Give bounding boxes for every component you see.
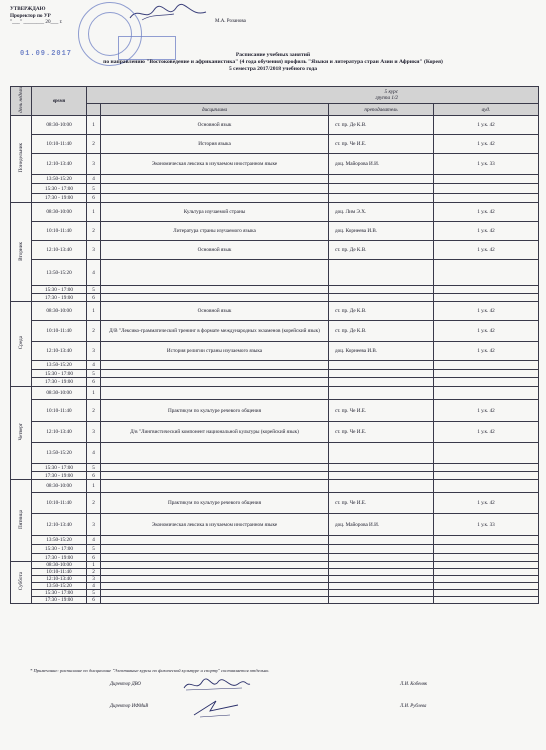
header-day-cell [11,87,32,116]
room-cell: 1 у.к. 42 [434,321,539,342]
teacher-cell [329,260,434,286]
discipline-cell: Практикум по культуре речевого общения [101,493,329,514]
time-cell: 08:30-10:00 [32,203,87,222]
table-row [11,576,539,583]
room-cell [434,361,539,370]
discipline-cell [101,184,329,194]
time-cell: 15:30 - 17:00 [32,590,87,597]
time-cell: 17:30 - 19:00 [32,554,87,562]
pair-number: 2 [87,400,101,422]
pair-number: 2 [87,222,101,241]
time-cell: 10:10-11:40 [32,321,87,342]
teacher-cell: ст. пр. Че И.Е. [329,493,434,514]
time-cell: 17:30 - 19:00 [32,378,87,387]
table-row [11,422,539,443]
table-row [11,222,539,241]
table-row [11,443,539,464]
pair-number: 4 [87,536,101,545]
teacher-cell [329,194,434,203]
pair-number: 5 [87,286,101,294]
table-row [11,562,539,569]
teacher-cell [329,184,434,194]
teacher-cell [329,294,434,302]
time-cell: 17:30 - 19:00 [32,294,87,302]
room-cell [434,583,539,590]
discipline-cell [101,536,329,545]
time-cell: 08:30-10:00 [32,116,87,135]
discipline-cell [101,583,329,590]
signature-1 [182,676,252,694]
discipline-cell [101,286,329,294]
time-cell: 08:30-10:00 [32,480,87,493]
time-cell: 13:50-15:20 [32,536,87,545]
schedule-body [11,87,539,604]
time-cell: 13:50-15:20 [32,583,87,590]
discipline-cell [101,472,329,480]
discipline-cell: Культура изучаемой страны [101,203,329,222]
teacher-cell: ст. пр. Че И.Е. [329,422,434,443]
teacher-cell [329,597,434,604]
day-cell [11,387,32,480]
room-cell: 1 у.к. 42 [434,222,539,241]
time-cell: 10:10-11:40 [32,569,87,576]
schedule-semester: 5 семестра 2017/2018 учебного года [228,66,318,72]
discipline-cell: История языка [101,135,329,154]
table-row [11,387,539,400]
table-row [11,241,539,260]
discipline-cell [101,576,329,583]
day-name: Суббота [18,572,24,591]
room-cell [434,576,539,583]
time-cell: 10:10-11:40 [32,135,87,154]
table-row [11,472,539,480]
day-cell [11,480,32,562]
signature-role-2: Директор ИФМиВ [110,704,149,709]
teacher-cell [329,361,434,370]
room-cell: 1 у.к. 42 [434,116,539,135]
pair-number: 2 [87,493,101,514]
pair-number: 3 [87,576,101,583]
teacher-cell [329,569,434,576]
room-cell: 1 у.к. 42 [434,302,539,321]
pair-number: 1 [87,302,101,321]
teacher-cell [329,175,434,184]
table-row [11,302,539,321]
room-cell [434,175,539,184]
time-cell: 08:30-10:00 [32,387,87,400]
discipline-cell: Экономическая лексика в изучаемом иностранном языке [101,514,329,536]
room-cell [434,545,539,554]
time-cell: 10:10-11:40 [32,400,87,422]
pair-number: 4 [87,583,101,590]
discipline-cell: Практикум по культуре речевого общения [101,400,329,422]
room-cell [434,286,539,294]
time-cell: 15:30 - 17:00 [32,464,87,472]
table-row [11,175,539,184]
pair-number: 1 [87,387,101,400]
time-cell: 15:30 - 17:00 [32,184,87,194]
time-cell: 12:10-13:40 [32,422,87,443]
pair-number: 3 [87,154,101,175]
teacher-cell [329,562,434,569]
room-cell [434,194,539,203]
pair-number: 6 [87,294,101,302]
time-cell: 12:10-13:40 [32,514,87,536]
room-cell [434,569,539,576]
discipline-cell [101,597,329,604]
pair-number: 1 [87,562,101,569]
table-row [11,286,539,294]
time-cell: 13:50-15:20 [32,443,87,464]
room-cell: 1 у.к. 42 [434,493,539,514]
discipline-cell [101,194,329,203]
signature-role-1: Директор ДВО [110,682,141,687]
signature-top [128,2,208,24]
teacher-cell [329,536,434,545]
table-row [11,203,539,222]
table-row [11,361,539,370]
pair-number: 5 [87,545,101,554]
discipline-cell: Экономическая лексика в изучаемом иностранном языке [101,154,329,175]
day-name: Вторник [18,241,24,261]
time-cell: 10:10-11:40 [32,222,87,241]
discipline-cell [101,545,329,554]
header-course-cell [87,87,539,104]
discipline-cell [101,562,329,569]
discipline-cell: Основной язык [101,116,329,135]
room-cell [434,554,539,562]
pair-number: 6 [87,472,101,480]
discipline-cell [101,569,329,576]
header-time-cell [32,87,87,116]
discipline-cell [101,370,329,378]
teacher-cell: ст. пр. Де К.В. [329,321,434,342]
header-row-course [11,87,539,104]
pair-number: 5 [87,370,101,378]
day-cell [11,562,32,604]
discipline-cell [101,590,329,597]
time-cell: 13:50-15:20 [32,260,87,286]
schedule-title: Расписание учебных занятий [235,52,311,58]
teacher-cell: доц. Корнеева И.В. [329,222,434,241]
teacher-cell [329,464,434,472]
table-row [11,370,539,378]
time-cell: 12:10-13:40 [32,576,87,583]
time-cell: 08:30-10:00 [32,562,87,569]
teacher-cell: доц. Корнеева И.В. [329,342,434,361]
time-cell: 15:30 - 17:00 [32,286,87,294]
teacher-cell: ст. пр. Че И.Е. [329,135,434,154]
day-name: Четверг [18,423,24,441]
room-cell [434,387,539,400]
time-cell: 12:10-13:40 [32,342,87,361]
time-cell: 15:30 - 17:00 [32,545,87,554]
teacher-cell [329,480,434,493]
teacher-cell: ст. пр. Де К.В. [329,116,434,135]
discipline-cell [101,378,329,387]
table-row [11,260,539,286]
time-cell: 12:10-13:40 [32,241,87,260]
signature-name-1: Л.И. Кобеняк [400,682,428,687]
pair-number: 4 [87,443,101,464]
pair-number: 3 [87,422,101,443]
header-discipline: дисциплина [101,104,329,116]
approval-title: УТВЕРЖДАЮ [10,6,46,12]
discipline-cell [101,294,329,302]
table-row [11,583,539,590]
table-row [11,480,539,493]
table-row [11,135,539,154]
teacher-cell [329,554,434,562]
pair-number: 5 [87,184,101,194]
pair-number: 1 [87,203,101,222]
discipline-cell: Д/В "Лексико-грамматический тренинг в формате международных экзаменов (корейский язык) [101,321,329,342]
teacher-cell: доц. Майорова И.И. [329,514,434,536]
room-cell [434,597,539,604]
pair-number: 6 [87,378,101,387]
time-cell: 13:50-15:20 [32,175,87,184]
pair-number: 2 [87,569,101,576]
discipline-cell [101,443,329,464]
table-row [11,116,539,135]
discipline-cell [101,480,329,493]
table-row [11,554,539,562]
time-cell: 13:50-15:20 [32,361,87,370]
discipline-cell: Основной язык [101,241,329,260]
pair-number: 1 [87,116,101,135]
room-cell [434,443,539,464]
time-cell: 15:30 - 17:00 [32,370,87,378]
pair-number: 6 [87,194,101,203]
room-cell: 1 у.к. 42 [434,342,539,361]
pair-number: 3 [87,342,101,361]
table-row [11,590,539,597]
teacher-cell: ст. пр. Че И.Е. [329,400,434,422]
header-teacher: преподаватель [329,104,434,116]
room-cell: 1 у.к. 42 [434,203,539,222]
room-cell [434,464,539,472]
teacher-cell: ст. пр. Де К.В. [329,241,434,260]
room-cell: 1 у.к. 33 [434,154,539,175]
table-row [11,536,539,545]
discipline-cell [101,554,329,562]
approval-block [10,6,246,26]
approval-position: Проректор по УР [10,12,51,19]
schedule-table [10,86,539,604]
table-row [11,154,539,175]
pair-number: 3 [87,241,101,260]
time-cell: 17:30 - 19:00 [32,597,87,604]
header-course-label: 5 курс [384,89,398,95]
table-row [11,464,539,472]
table-row [11,342,539,361]
discipline-cell: История религии страны изучаемого языка [101,342,329,361]
header-room: ауд. [434,104,539,116]
teacher-cell [329,583,434,590]
discipline-cell [101,361,329,370]
room-cell [434,184,539,194]
teacher-cell [329,576,434,583]
pair-number: 2 [87,135,101,154]
room-cell: 1 у.к. 42 [434,400,539,422]
day-name: Понедельник [18,143,24,173]
room-cell: 1 у.к. 42 [434,241,539,260]
room-cell: 1 у.к. 33 [434,514,539,536]
room-cell [434,260,539,286]
teacher-cell: ст. пр. Де К.В. [329,302,434,321]
teacher-cell: доц. Майорова И.И. [329,154,434,175]
teacher-cell [329,387,434,400]
day-cell [11,203,32,302]
schedule-program: по направлению "Востоковедение и африканистика" (4 года обучения) профиль "Языки и литература стран Азии и Африки" (Корея) [103,59,443,65]
teacher-cell: доц. Лим Э.Х. [329,203,434,222]
pair-number: 2 [87,321,101,342]
room-cell [434,536,539,545]
pair-number: 4 [87,175,101,184]
teacher-cell [329,370,434,378]
table-row [11,569,539,576]
room-cell [434,590,539,597]
discipline-cell: Основной язык [101,302,329,321]
stamp-date: 01.09.2017 [20,50,73,58]
pair-number: 6 [87,554,101,562]
time-cell: 12:10-13:40 [32,154,87,175]
approval-name: М.А. Розанова [215,19,246,24]
pair-number: 5 [87,590,101,597]
pair-number: 4 [87,361,101,370]
teacher-cell [329,378,434,387]
day-name: Среда [18,336,24,350]
table-row [11,184,539,194]
discipline-cell [101,175,329,184]
time-cell: 10:10-11:40 [32,493,87,514]
discipline-cell: Литература страны изучаемого языка [101,222,329,241]
table-row [11,545,539,554]
signature-name-2: Л.И. Рублева [400,704,427,709]
table-row [11,597,539,604]
table-row [11,194,539,203]
pair-number: 5 [87,464,101,472]
header-time-label: время [52,98,66,104]
room-cell [434,294,539,302]
table-row [11,321,539,342]
pair-number: 3 [87,514,101,536]
table-row [11,294,539,302]
day-name: Пятница [18,509,24,530]
table-row [11,493,539,514]
header-row-columns [11,104,539,116]
header-number-cell [87,104,101,116]
pair-number: 1 [87,480,101,493]
room-cell [434,562,539,569]
day-cell [11,302,32,387]
discipline-cell [101,260,329,286]
room-cell [434,480,539,493]
footnote: * Примечание: расписание по дисциплине "Элективные курсы по физической культуре и спорту" составляется отдельно. [30,668,270,673]
time-cell: 17:30 - 19:00 [32,194,87,203]
teacher-cell [329,286,434,294]
room-cell [434,472,539,480]
header-group-label: группа 1/2 [375,95,398,101]
day-cell [11,116,32,203]
pair-number: 6 [87,597,101,604]
teacher-cell [329,443,434,464]
header-day-label: день недели [18,87,24,113]
teacher-cell [329,590,434,597]
teacher-cell [329,545,434,554]
table-row [11,400,539,422]
time-cell: 08:30-10:00 [32,302,87,321]
discipline-cell [101,387,329,400]
table-row [11,514,539,536]
time-cell: 17:30 - 19:00 [32,472,87,480]
room-cell [434,370,539,378]
discipline-cell [101,464,329,472]
room-cell [434,378,539,387]
signature-2 [190,697,242,719]
discipline-cell: Д/в "Лингвистический компонент национальной культуры (корейский язык) [101,422,329,443]
room-cell: 1 у.к. 42 [434,135,539,154]
pair-number: 4 [87,260,101,286]
table-row [11,378,539,387]
room-cell: 1 у.к. 42 [434,422,539,443]
approval-date-line: "___" ________ 20___ г. [10,19,63,26]
teacher-cell [329,472,434,480]
